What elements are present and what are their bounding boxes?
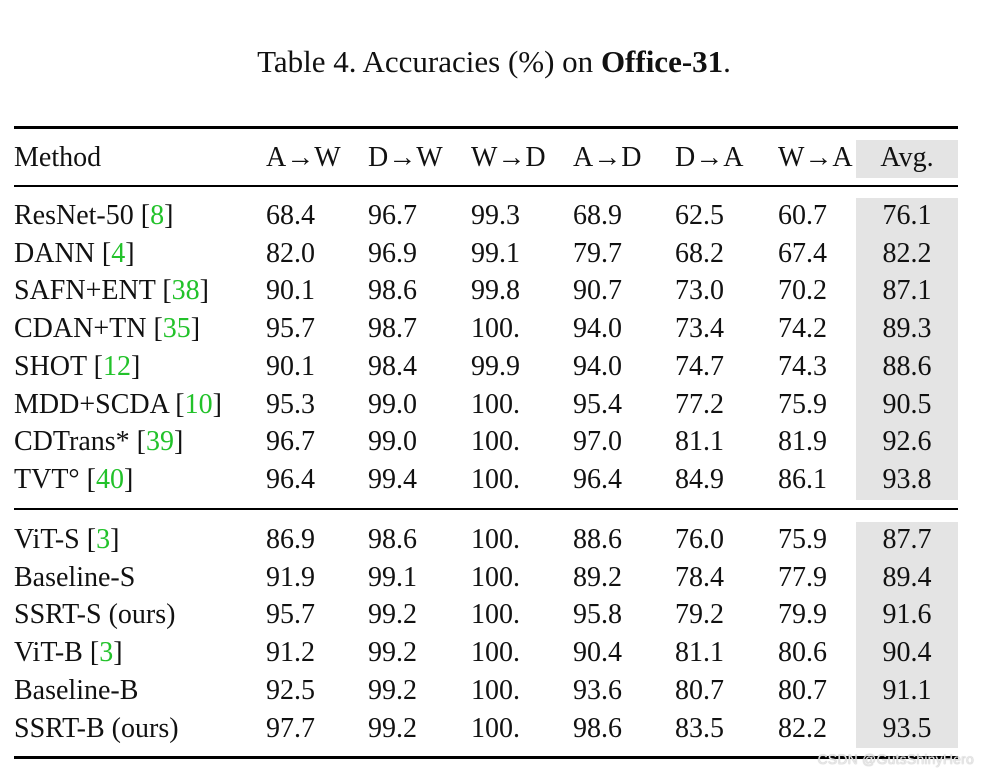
accuracy-cell: 93.6 [573, 675, 622, 706]
accuracy-cell: 73.4 [675, 313, 724, 344]
accuracy-cell: 90.4 [573, 637, 622, 668]
accuracy-cell: 74.3 [778, 351, 827, 382]
accuracy-cell: 99.3 [471, 200, 520, 231]
table-caption [0, 42, 988, 82]
avg-cell: 89.3 [882, 313, 932, 344]
ref-bracket-open: [ [93, 351, 103, 382]
accuracy-cell: 99.8 [471, 275, 520, 306]
method-cell [14, 424, 183, 460]
accuracy-cell: 95.3 [266, 389, 315, 420]
accuracy-cell: 99.9 [471, 351, 520, 382]
ref-bracket-close: ] [199, 275, 209, 306]
method-name: MDD+SCDA [14, 389, 176, 420]
citation-link[interactable]: 3 [99, 637, 114, 668]
accuracy-cell: 82.2 [778, 713, 827, 744]
accuracy-cell: 100. [471, 426, 520, 457]
method-name: ViT-S [14, 524, 87, 555]
accuracy-cell: 68.4 [266, 200, 315, 231]
ref-bracket-close: ] [190, 313, 201, 344]
method-name: TVT° [14, 464, 87, 495]
avg-cell: 88.6 [882, 351, 932, 382]
method-cell [14, 560, 135, 596]
citation-link[interactable]: 38 [171, 275, 200, 306]
accuracy-cell: 67.4 [778, 238, 827, 269]
avg-cell: 82.2 [882, 238, 932, 269]
citation-link[interactable]: 40 [95, 464, 124, 495]
citation-link[interactable]: 4 [111, 238, 126, 269]
accuracy-cell: 96.4 [266, 464, 315, 495]
accuracy-cell: 98.7 [368, 313, 417, 344]
accuracy-cell: 99.0 [368, 426, 417, 457]
method-cell [14, 198, 173, 234]
accuracy-cell: 90.1 [266, 275, 315, 306]
accuracy-cell: 97.7 [266, 713, 315, 744]
accuracy-cell: 80.6 [778, 637, 827, 668]
accuracy-cell: 95.7 [266, 599, 315, 630]
group-divider-rule [14, 508, 958, 510]
accuracy-cell: 99.0 [368, 389, 417, 420]
method-name: DANN [14, 238, 102, 269]
ref-bracket-open: [ [175, 389, 185, 420]
accuracy-cell: 84.9 [675, 464, 724, 495]
accuracy-cell: 80.7 [778, 675, 827, 706]
avg-cell: 87.1 [882, 275, 932, 306]
ref-bracket-close: ] [125, 238, 135, 269]
accuracy-cell: 75.9 [778, 389, 827, 420]
avg-cell: 87.7 [882, 524, 932, 555]
accuracy-cell: 74.7 [675, 351, 724, 382]
accuracy-cell: 89.2 [573, 562, 622, 593]
header-w-to-d: W→D [471, 142, 546, 173]
accuracy-cell: 100. [471, 524, 520, 555]
method-name: Baseline-S [14, 562, 136, 593]
accuracy-cell: 100. [471, 599, 520, 630]
accuracy-cell: 88.6 [573, 524, 622, 555]
method-name: ResNet-50 [14, 200, 141, 231]
method-name: SSRT-S (ours) [14, 599, 176, 630]
ref-bracket-open: [ [86, 524, 97, 555]
ref-bracket-open: [ [162, 275, 172, 306]
top-rule [14, 126, 958, 129]
accuracy-cell: 96.4 [573, 464, 622, 495]
method-cell [14, 673, 138, 709]
accuracy-cell: 62.5 [675, 200, 724, 231]
accuracy-cell: 95.8 [573, 599, 622, 630]
ref-bracket-close: ] [130, 351, 141, 382]
ref-bracket-open: [ [101, 238, 112, 269]
accuracy-cell: 76.0 [675, 524, 724, 555]
method-name: ViT-B [14, 637, 90, 668]
accuracy-cell: 98.4 [368, 351, 417, 382]
accuracy-cell: 79.2 [675, 599, 724, 630]
accuracy-cell: 99.2 [368, 599, 417, 630]
method-cell [14, 311, 200, 347]
citation-link[interactable]: 3 [96, 524, 111, 555]
accuracy-cell: 100. [471, 562, 520, 593]
accuracy-cell: 99.4 [368, 464, 417, 495]
accuracy-cell: 92.5 [266, 675, 315, 706]
header-w-to-a: W→A [778, 142, 853, 173]
accuracy-cell: 94.0 [573, 351, 622, 382]
avg-cell: 90.5 [882, 389, 932, 420]
citation-link[interactable]: 39 [146, 426, 174, 457]
method-cell [14, 522, 119, 558]
accuracy-cell: 83.5 [675, 713, 724, 744]
method-cell [14, 236, 135, 272]
accuracy-cell: 98.6 [573, 713, 622, 744]
accuracy-cell: 94.0 [573, 313, 622, 344]
method-cell [14, 349, 140, 385]
accuracy-cell: 96.7 [368, 200, 417, 231]
method-name: Baseline-B [14, 675, 139, 706]
ref-bracket-close: ] [113, 637, 123, 668]
ref-bracket-open: [ [140, 200, 151, 231]
accuracy-cell: 100. [471, 313, 520, 344]
avg-cell: 89.4 [882, 562, 932, 593]
accuracy-cell: 95.7 [266, 313, 315, 344]
accuracy-cell: 98.6 [368, 524, 417, 555]
ref-bracket-open: [ [86, 464, 96, 495]
ref-bracket-open: [ [89, 637, 100, 668]
caption-prefix: Table 4. Accuracies (%) on [257, 44, 601, 79]
method-name: SSRT-B (ours) [14, 713, 179, 744]
header-method: Method [14, 142, 102, 173]
accuracy-cell: 81.1 [675, 426, 724, 457]
accuracy-cell: 73.0 [675, 275, 724, 306]
accuracy-cell: 99.2 [368, 675, 417, 706]
ref-bracket-close: ] [212, 389, 222, 420]
accuracy-cell: 86.1 [778, 464, 827, 495]
accuracy-cell: 96.7 [266, 426, 315, 457]
accuracy-cell: 100. [471, 637, 520, 668]
accuracy-cell: 100. [471, 675, 520, 706]
method-cell [14, 597, 175, 633]
accuracy-cell: 97.0 [573, 426, 622, 457]
accuracy-cell: 79.9 [778, 599, 827, 630]
accuracy-cell: 91.2 [266, 637, 315, 668]
accuracy-cell: 100. [471, 713, 520, 744]
accuracy-cell: 60.7 [778, 200, 827, 231]
accuracy-cell: 78.4 [675, 562, 724, 593]
method-cell [14, 635, 123, 671]
avg-cell: 90.4 [882, 637, 932, 668]
header-d-to-a: D→A [675, 142, 744, 173]
accuracy-cell: 98.6 [368, 275, 417, 306]
accuracy-cell: 70.2 [778, 275, 827, 306]
avg-cell: 93.5 [882, 713, 932, 744]
accuracy-cell: 90.1 [266, 351, 315, 382]
header-a-to-d: A→D [573, 142, 642, 173]
accuracy-cell: 74.2 [778, 313, 827, 344]
method-cell [14, 462, 133, 498]
accuracy-cell: 86.9 [266, 524, 315, 555]
accuracy-cell: 100. [471, 464, 520, 495]
ref-bracket-close: ] [110, 524, 120, 555]
accuracy-cell: 99.1 [471, 238, 520, 269]
accuracy-cell: 81.9 [778, 426, 827, 457]
citation-link[interactable]: 12 [102, 351, 131, 382]
avg-cell: 76.1 [882, 200, 932, 231]
accuracy-cell: 91.9 [266, 562, 315, 593]
method-name: SHOT [14, 351, 94, 382]
accuracy-cell: 68.2 [675, 238, 724, 269]
header-d-to-w: D→W [368, 142, 443, 173]
accuracy-cell: 80.7 [675, 675, 724, 706]
avg-cell: 92.6 [882, 426, 932, 457]
ref-bracket-close: ] [174, 426, 184, 457]
accuracy-cell: 79.7 [573, 238, 622, 269]
avg-cell: 91.1 [882, 675, 932, 706]
method-cell [14, 387, 222, 423]
caption-suffix: . [723, 44, 731, 79]
ref-bracket-open: [ [153, 313, 163, 344]
avg-cell: 91.6 [882, 599, 932, 630]
method-cell [14, 711, 179, 747]
watermark-text: CSDN @GutsShinyHero [817, 751, 974, 767]
accuracy-cell: 96.9 [368, 238, 417, 269]
citation-link[interactable]: 35 [162, 313, 191, 344]
ref-bracket-close: ] [164, 200, 174, 231]
accuracy-cell: 99.2 [368, 713, 417, 744]
method-name: CDTrans* [14, 426, 137, 457]
accuracy-cell: 75.9 [778, 524, 827, 555]
accuracy-cell: 99.2 [368, 637, 417, 668]
citation-link[interactable]: 8 [150, 200, 165, 231]
ref-bracket-close: ] [123, 464, 134, 495]
citation-link[interactable]: 10 [184, 389, 213, 420]
accuracy-cell: 100. [471, 389, 520, 420]
accuracy-cell: 99.1 [368, 562, 417, 593]
method-name: CDAN+TN [14, 313, 154, 344]
accuracy-cell: 77.2 [675, 389, 724, 420]
avg-cell: 93.8 [882, 464, 932, 495]
method-name: SAFN+ENT [14, 275, 163, 306]
header-rule [14, 185, 958, 187]
accuracy-cell: 77.9 [778, 562, 827, 593]
accuracy-cell: 82.0 [266, 238, 315, 269]
accuracy-cell: 68.9 [573, 200, 622, 231]
accuracy-cell: 81.1 [675, 637, 724, 668]
caption-dataset: Office-31 [600, 44, 724, 79]
accuracy-cell: 95.4 [573, 389, 622, 420]
header-a-to-w: A→W [266, 142, 341, 173]
method-cell [14, 273, 209, 309]
header-avg: Avg. [880, 142, 934, 173]
accuracy-cell: 90.7 [573, 275, 622, 306]
ref-bracket-open: [ [136, 426, 146, 457]
